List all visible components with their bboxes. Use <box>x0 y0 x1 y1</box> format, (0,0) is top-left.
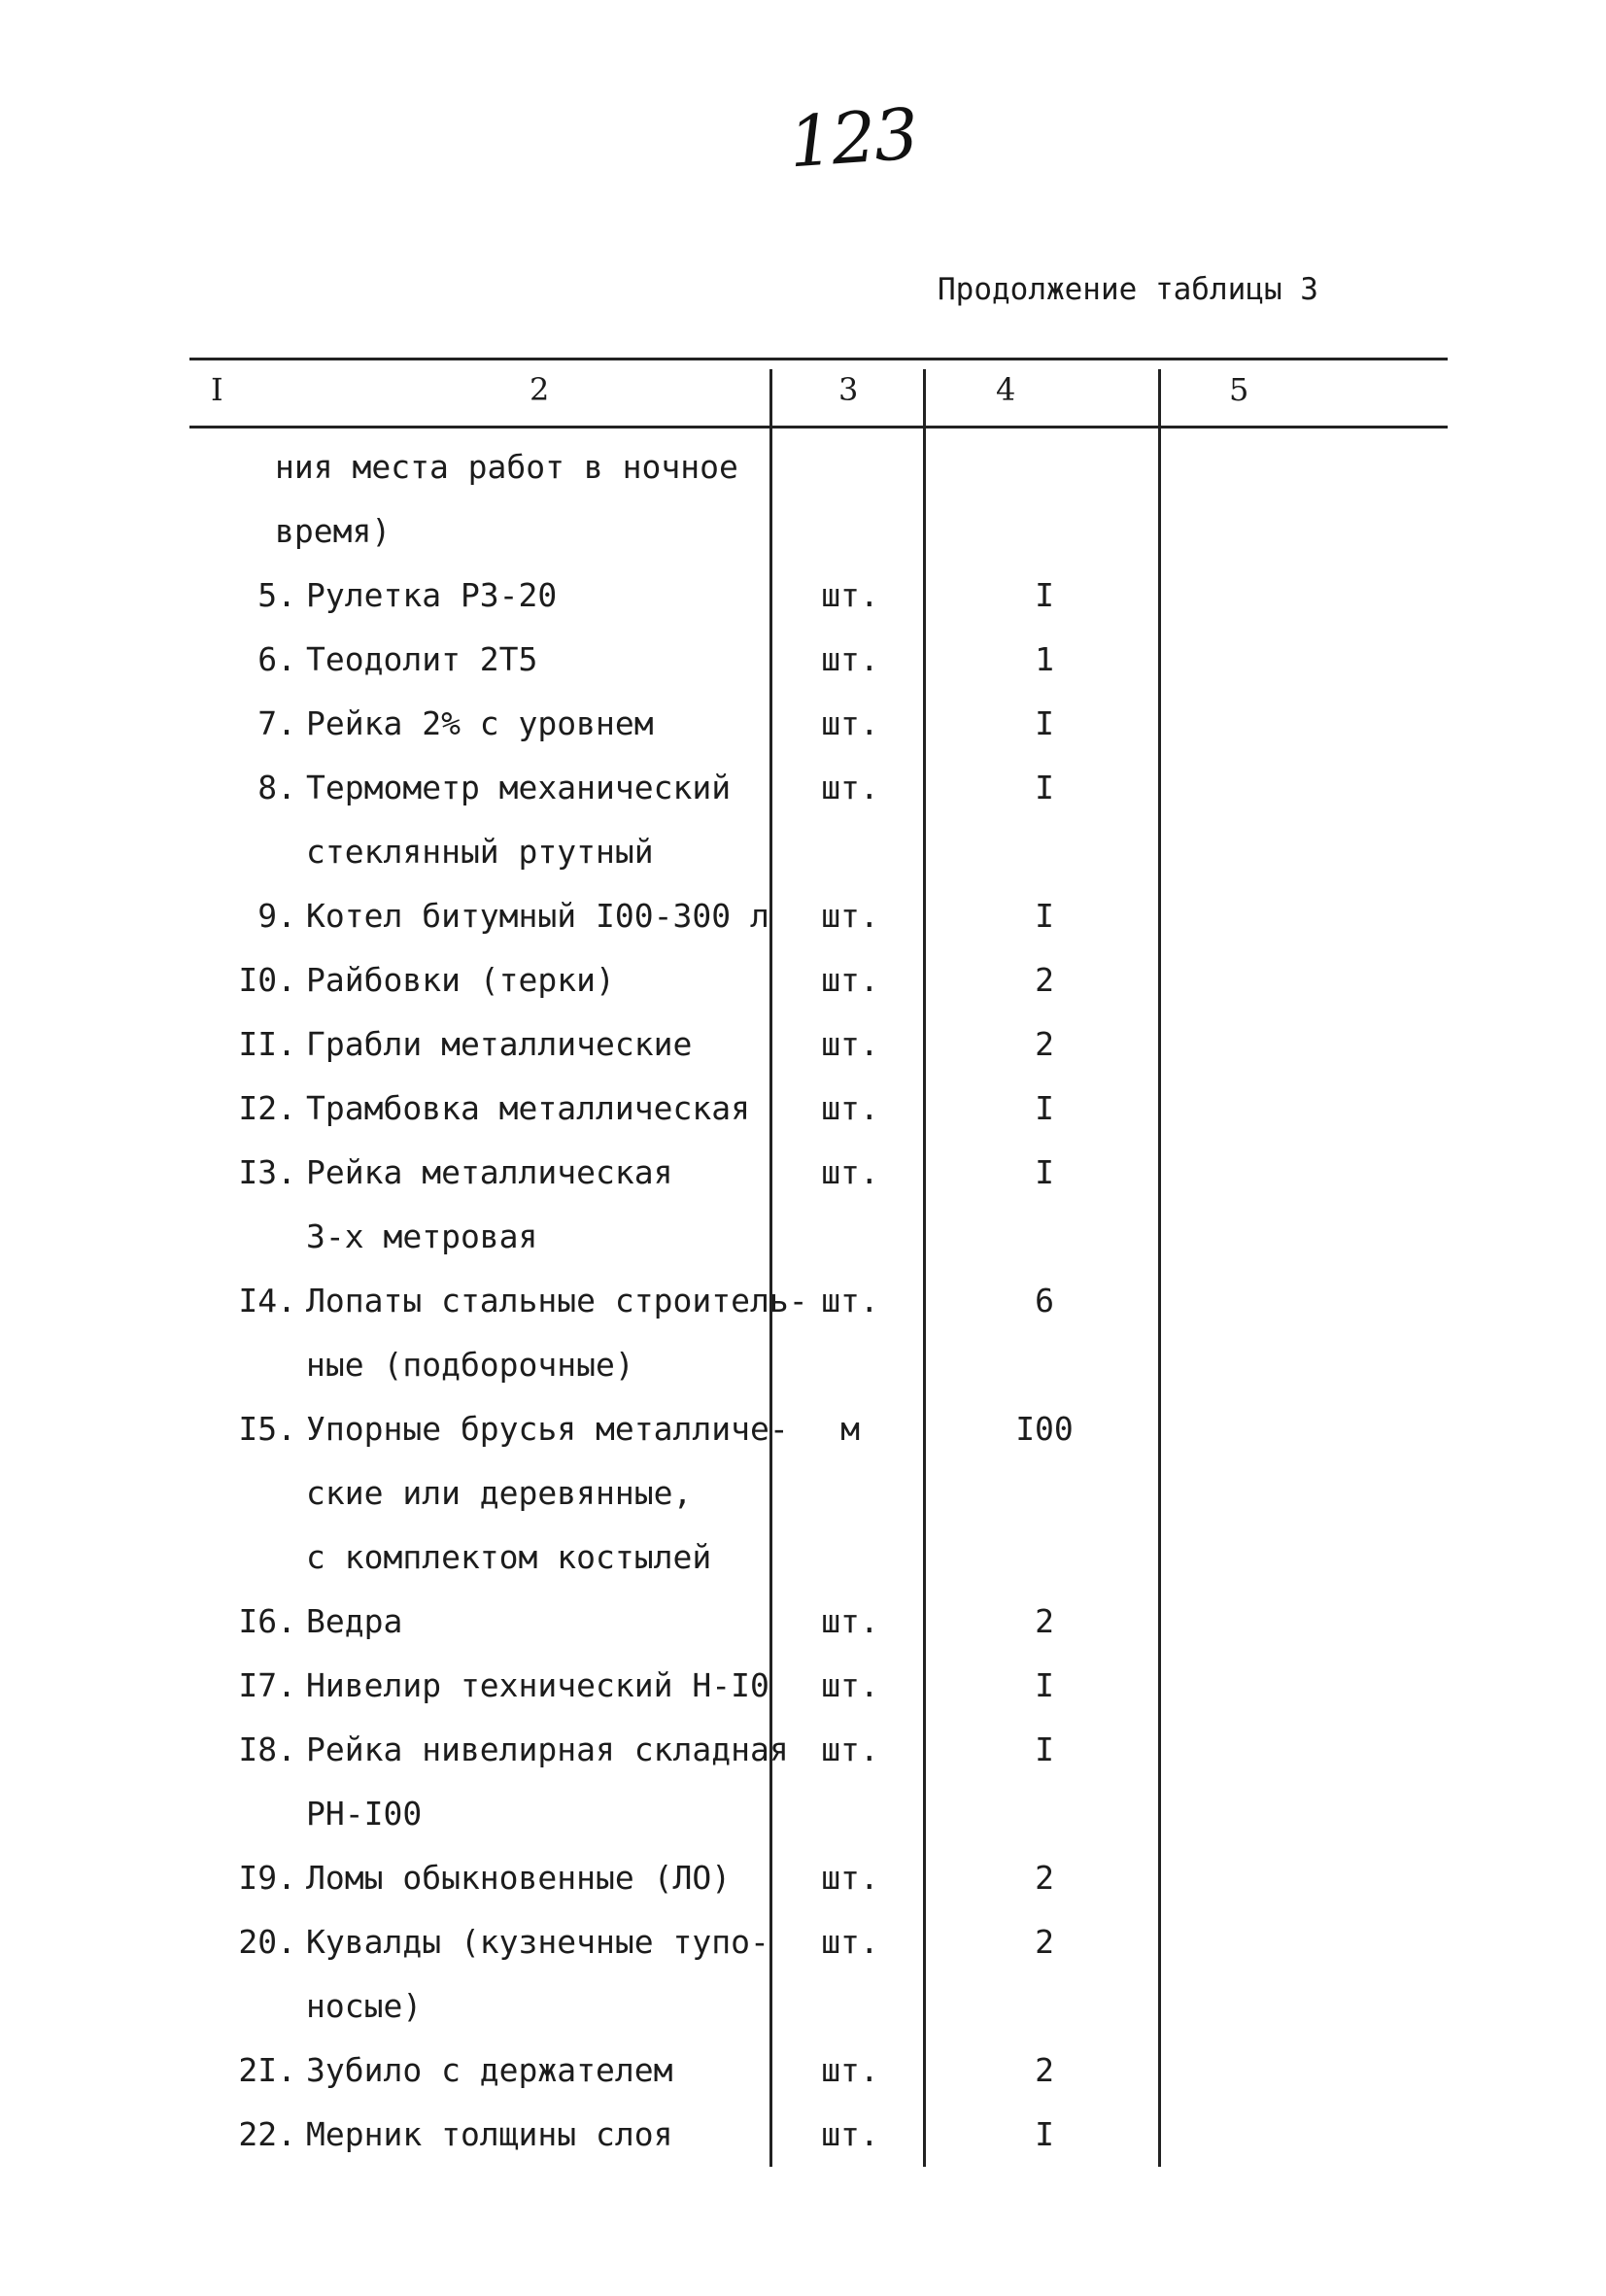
row-quantity: I <box>1035 704 1054 742</box>
page-number: 123 <box>786 92 920 184</box>
header-col-1: I <box>211 371 223 408</box>
table-row <box>189 1397 1448 1461</box>
row-quantity: 2 <box>1035 961 1054 999</box>
row-quantity: I <box>1035 897 1054 935</box>
row-quantity: I <box>1035 769 1054 806</box>
row-number: 8. <box>257 769 296 806</box>
table-caption: Продолжение таблицы 3 <box>938 272 1318 307</box>
row-quantity: I <box>1035 1666 1054 1704</box>
row-name: Рейка металлическая <box>306 1153 673 1191</box>
row-quantity: 2 <box>1035 1923 1054 1961</box>
table-row <box>189 2103 1448 2167</box>
row-name: Рейка 2% с уровнем <box>306 704 654 742</box>
row-number: I3. <box>238 1153 296 1191</box>
table-row <box>189 1333 1448 1397</box>
row-name: Кувалды (кузнечные тупо- <box>306 1923 769 1961</box>
row-unit: шт. <box>821 2051 879 2089</box>
row-number: I9. <box>238 1859 296 1897</box>
row-unit: шт. <box>821 640 879 678</box>
row-name: Мерник толщины слоя <box>306 2115 673 2153</box>
row-unit: шт. <box>821 769 879 806</box>
row-number: I2. <box>238 1089 296 1127</box>
table-row <box>189 1846 1448 1910</box>
table-row <box>189 1590 1448 1654</box>
row-unit: шт. <box>821 1089 879 1127</box>
row-quantity: 2 <box>1035 1859 1054 1897</box>
row-quantity: I <box>1035 1089 1054 1127</box>
row-unit: шт. <box>821 2115 879 2153</box>
row-name: 3-х метровая <box>306 1217 538 1255</box>
row-unit: м <box>840 1410 860 1448</box>
row-unit: шт. <box>821 576 879 614</box>
table-row <box>189 564 1448 628</box>
table-row <box>189 1654 1448 1718</box>
row-unit: шт. <box>821 1153 879 1191</box>
header-col-5: 5 <box>1229 371 1249 408</box>
row-name: время) <box>275 512 392 550</box>
row-number: I8. <box>238 1731 296 1768</box>
row-quantity: 2 <box>1035 1602 1054 1640</box>
row-name: ния места работ в ночное <box>275 448 738 486</box>
table-row <box>189 1141 1448 1205</box>
equipment-table <box>189 358 1448 2184</box>
row-name: носые) <box>306 1987 423 2025</box>
row-unit: шт. <box>821 704 879 742</box>
row-number: 22. <box>238 2115 296 2153</box>
row-quantity: 2 <box>1035 2051 1054 2089</box>
table-row <box>189 820 1448 884</box>
row-unit: шт. <box>821 1923 879 1961</box>
table-row <box>189 628 1448 692</box>
row-quantity: I <box>1035 2115 1054 2153</box>
table-row <box>189 1974 1448 2039</box>
row-quantity: I <box>1035 1153 1054 1191</box>
row-number: 2I. <box>238 2051 296 2089</box>
table-header-rule <box>189 426 1448 428</box>
table-row <box>189 1782 1448 1846</box>
row-quantity: 2 <box>1035 1025 1054 1063</box>
row-number: II. <box>238 1025 296 1063</box>
table-row <box>189 692 1448 756</box>
row-name: ские или деревянные, <box>306 1474 693 1512</box>
table-row <box>189 1012 1448 1077</box>
table-row <box>189 1461 1448 1525</box>
row-name: РН-I00 <box>306 1795 423 1833</box>
row-name: Лопаты стальные строитель- <box>306 1282 808 1319</box>
row-number: 6. <box>257 640 296 678</box>
row-number: I4. <box>238 1282 296 1319</box>
row-unit: шт. <box>821 1859 879 1897</box>
row-name: Райбовки (терки) <box>306 961 615 999</box>
table-row <box>189 1077 1448 1141</box>
row-unit: шт. <box>821 897 879 935</box>
row-name: ные (подборочные) <box>306 1346 634 1384</box>
row-name: Рейка нивелирная складная <box>306 1731 789 1768</box>
row-name: стеклянный ртутный <box>306 833 654 871</box>
row-name: Трамбовка металлическая <box>306 1089 750 1127</box>
row-unit: шт. <box>821 1602 879 1640</box>
row-number: 5. <box>257 576 296 614</box>
row-name: Грабли металлические <box>306 1025 693 1063</box>
table-row <box>189 1718 1448 1782</box>
row-number: I5. <box>238 1410 296 1448</box>
table-row <box>189 1525 1448 1590</box>
header-col-4: 4 <box>996 371 1016 408</box>
row-unit: шт. <box>821 1282 879 1319</box>
row-unit: шт. <box>821 1731 879 1768</box>
row-quantity: I <box>1035 576 1054 614</box>
row-name: Теодолит 2Т5 <box>306 640 538 678</box>
row-name: Ломы обыкновенные (ЛО) <box>306 1859 732 1897</box>
table-row <box>189 499 1448 564</box>
table-row <box>189 1910 1448 1974</box>
row-name: Упорные брусья металличе- <box>306 1410 789 1448</box>
row-unit: шт. <box>821 1025 879 1063</box>
table-top-rule <box>189 358 1448 360</box>
header-col-2: 2 <box>530 371 550 408</box>
row-number: I0. <box>238 961 296 999</box>
row-name: Нивелир технический Н-I0 <box>306 1666 769 1704</box>
header-col-3: 3 <box>838 371 859 408</box>
row-quantity: I00 <box>1015 1410 1074 1448</box>
row-name: Зубило с держателем <box>306 2051 673 2089</box>
row-quantity: I <box>1035 1731 1054 1768</box>
row-unit: шт. <box>821 1666 879 1704</box>
table-row <box>189 948 1448 1012</box>
row-quantity: 6 <box>1035 1282 1054 1319</box>
row-name: Ведра <box>306 1602 403 1640</box>
table-row <box>189 2039 1448 2103</box>
row-unit: шт. <box>821 961 879 999</box>
table-row <box>189 756 1448 820</box>
row-name: Термометр механический <box>306 769 732 806</box>
row-number: 9. <box>257 897 296 935</box>
row-quantity: 1 <box>1035 640 1054 678</box>
table-row <box>189 1269 1448 1333</box>
table-row <box>189 1205 1448 1269</box>
row-name: с комплектом костылей <box>306 1538 712 1576</box>
row-name: Котел битумный I00-300 л <box>306 897 769 935</box>
row-number: 20. <box>238 1923 296 1961</box>
table-row <box>189 884 1448 948</box>
row-number: I6. <box>238 1602 296 1640</box>
row-number: I7. <box>238 1666 296 1704</box>
table-row <box>189 435 1448 499</box>
row-name: Рулетка РЗ-20 <box>306 576 558 614</box>
row-number: 7. <box>257 704 296 742</box>
